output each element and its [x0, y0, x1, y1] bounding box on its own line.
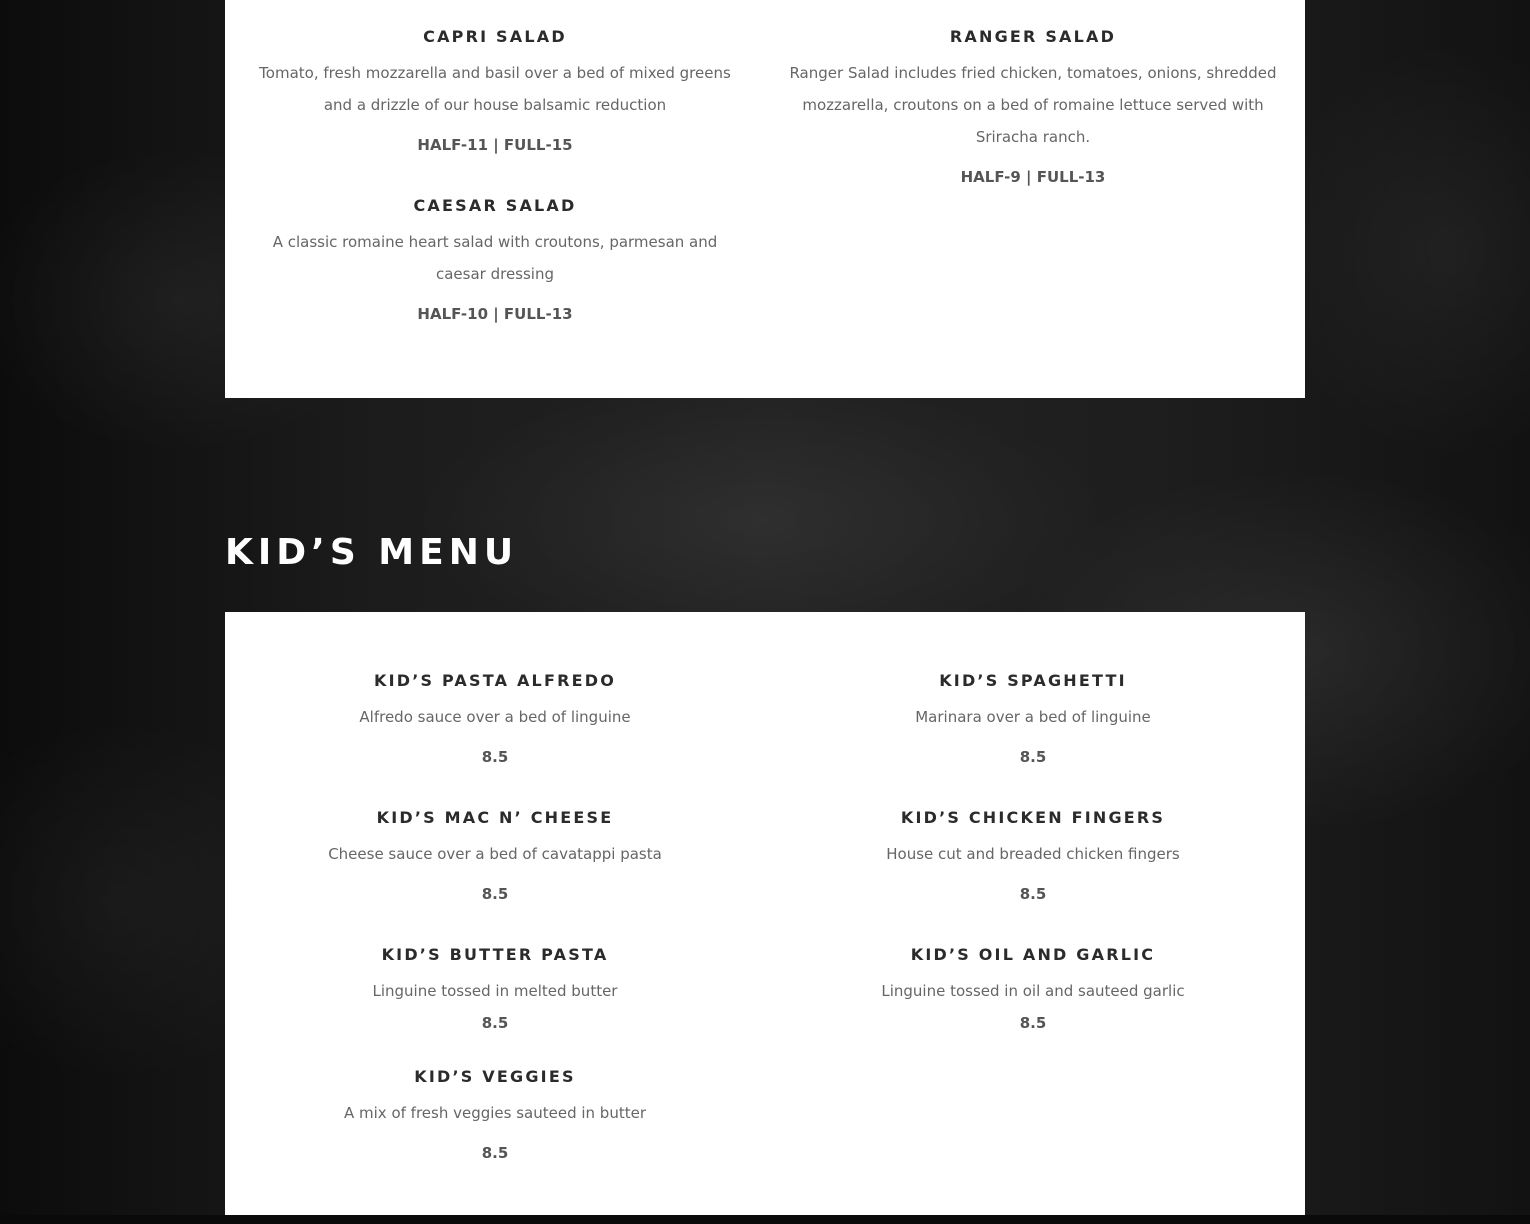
item-price: 8.5	[481, 748, 509, 766]
item-title: KID’S CHICKEN FINGERS	[900, 808, 1166, 827]
menu-item-kids-spaghetti	[788, 669, 1278, 773]
item-title: CAESAR SALAD	[413, 196, 577, 215]
item-description: Linguine tossed in melted butter	[372, 982, 618, 1000]
item-title: CAPRI SALAD	[423, 27, 567, 46]
item-title: KID’S PASTA ALFREDO	[373, 671, 617, 690]
item-price: 8.5	[1019, 748, 1047, 766]
menu-item-caesar-salad	[250, 194, 740, 330]
item-title: KID’S MAC N’ CHEESE	[376, 808, 614, 827]
item-price: 8.5	[481, 1144, 509, 1162]
item-title: KID’S VEGGIES	[414, 1067, 576, 1086]
menu-item-kids-butter-pasta	[250, 943, 740, 1039]
menu-item-kids-pasta-alfredo	[250, 669, 740, 773]
menu-item-kids-chicken-fingers	[788, 806, 1278, 910]
item-title: RANGER SALAD	[949, 27, 1117, 46]
item-description: Alfredo sauce over a bed of linguine	[359, 708, 631, 726]
item-description: A classic romaine heart salad with croutons, parmesan and caesar dressing	[272, 233, 718, 283]
item-price: HALF-9 | FULL-13	[960, 168, 1106, 186]
kids-menu-card	[225, 612, 1305, 1215]
item-description: Ranger Salad includes fried chicken, tomatoes, onions, shredded mozzarella, croutons on a bed of romaine lettuce served with Sriracha ranch.	[789, 64, 1277, 146]
item-price: 8.5	[481, 1014, 509, 1032]
page-bottom-edge	[0, 1215, 1530, 1224]
item-title: KID’S BUTTER PASTA	[381, 945, 609, 964]
menu-item-kids-oil-and-garlic	[788, 943, 1278, 1039]
item-price: 8.5	[1019, 885, 1047, 903]
menu-item-capri-salad	[250, 25, 740, 161]
item-title: KID’S OIL AND GARLIC	[910, 945, 1156, 964]
item-description: Tomato, fresh mozzarella and basil over a bed of mixed greens and a drizzle of our house balsamic reduction	[259, 64, 731, 114]
item-description: House cut and breaded chicken fingers	[886, 845, 1180, 863]
kids-menu-heading: KID’S MENU	[225, 532, 519, 573]
item-description: Linguine tossed in oil and sauteed garlic	[881, 982, 1185, 1000]
item-title: KID’S SPAGHETTI	[939, 671, 1127, 690]
salad-menu-card	[225, 0, 1305, 398]
item-price: 8.5	[1019, 1014, 1047, 1032]
item-price: HALF-10 | FULL-13	[417, 305, 573, 323]
menu-item-kids-veggies	[250, 1065, 740, 1169]
item-price: HALF-11 | FULL-15	[417, 136, 573, 154]
menu-item-ranger-salad	[788, 25, 1278, 193]
item-description: Cheese sauce over a bed of cavatappi pasta	[328, 845, 662, 863]
item-description: Marinara over a bed of linguine	[915, 708, 1151, 726]
item-price: 8.5	[481, 885, 509, 903]
item-description: A mix of fresh veggies sauteed in butter	[343, 1104, 646, 1122]
menu-item-kids-mac-n-cheese	[250, 806, 740, 910]
